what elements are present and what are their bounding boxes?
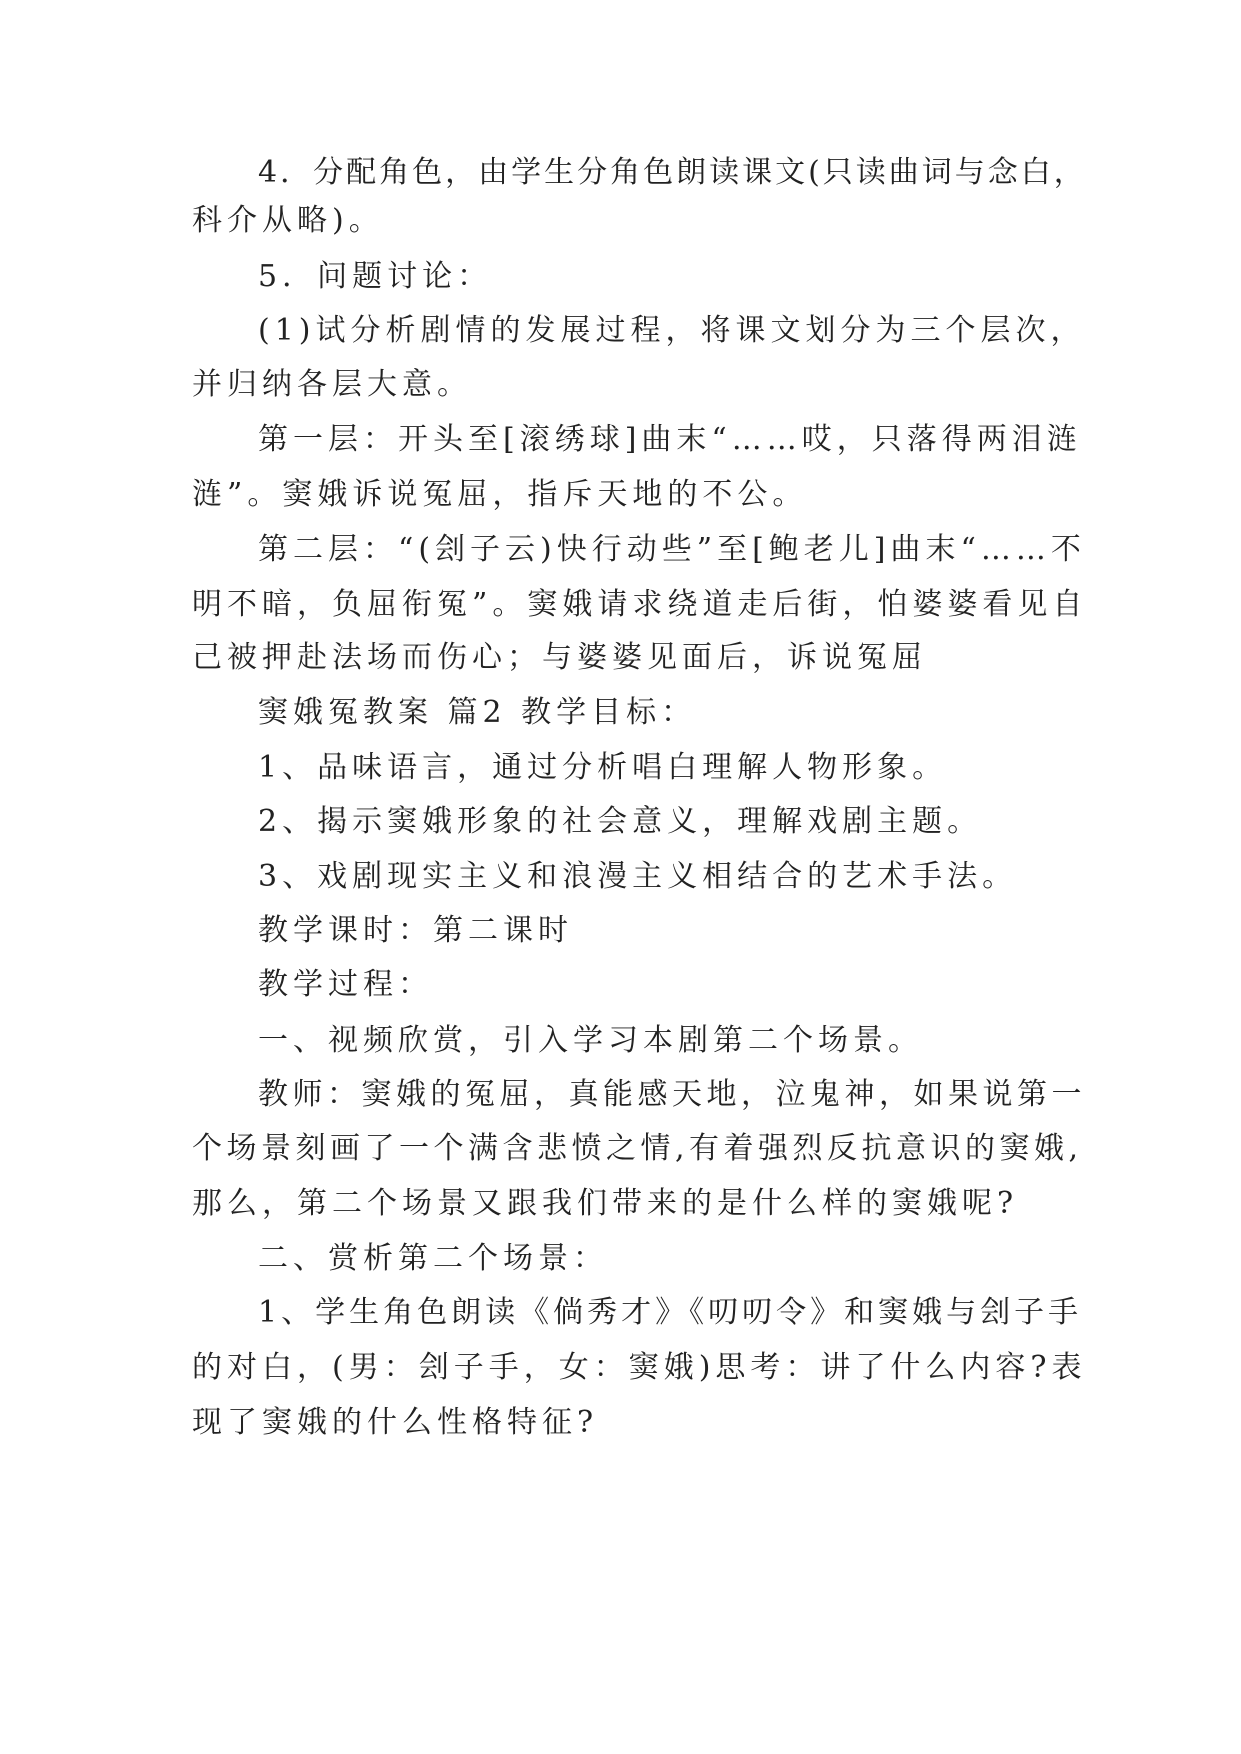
text-line: (1)试分析剧情的发展过程，将课文划分为三个层次， (258, 313, 1086, 348)
text-line: 2、揭示窦娥形象的社会意义，理解戏剧主题。 (258, 804, 983, 839)
section-heading: 窦娥冤教案 篇2 教学目标： (258, 695, 697, 730)
text-line: 的对白，(男：刽子手，女：窦娥)思考：讲了什么内容?表 (192, 1350, 1087, 1385)
text-line: 教师：窦娥的冤屈，真能感天地，泣鬼神，如果说第一 (258, 1077, 1086, 1112)
text-line: 3、戏剧现实主义和浪漫主义相结合的艺术手法。 (258, 859, 1018, 894)
text-line: 1、品味语言，通过分析唱白理解人物形象。 (258, 750, 948, 785)
text-line: 己被押赴法场而伤心；与婆婆见面后，诉说冤屈 (192, 640, 927, 675)
text-line: 个场景刻画了一个满含悲愤之情,有着强烈反抗意识的窦娥, (192, 1131, 1083, 1166)
text-line: 一、视频欣赏，引入学习本剧第二个场景。 (258, 1023, 923, 1058)
text-line: 那么，第二个场景又跟我们带来的是什么样的窦娥呢? (192, 1186, 1019, 1221)
text-line: 5．问题讨论： (258, 259, 493, 294)
text-line: 1、学生角色朗读《倘秀才》《叨叨令》和窦娥与刽子手 (258, 1295, 1083, 1330)
text-line: 第二层：“(刽子云)快行动些”至[鲍老儿]曲末“……不 (258, 532, 1086, 567)
text-line: 教学过程： (258, 967, 433, 1002)
text-line: 并归纳各层大意。 (192, 367, 472, 402)
text-line: 4．分配角色，由学生分角色朗读课文(只读曲词与念白， (258, 155, 1087, 190)
text-line: 第一层：开头至[滚绣球]曲末“……哎，只落得两泪涟 (258, 422, 1082, 457)
text-line: 教学课时：第二课时 (258, 913, 573, 948)
text-line: 二、赏析第二个场景： (258, 1241, 608, 1276)
text-line: 涟”。窦娥诉说冤屈，指斥天地的不公。 (192, 477, 808, 512)
text-line: 现了窦娥的什么性格特征? (192, 1405, 599, 1440)
text-line: 科介从略)。 (192, 203, 384, 238)
text-line: 明不暗，负屈衔冤”。窦娥请求绕道走后街，怕婆婆看见自 (192, 587, 1088, 622)
